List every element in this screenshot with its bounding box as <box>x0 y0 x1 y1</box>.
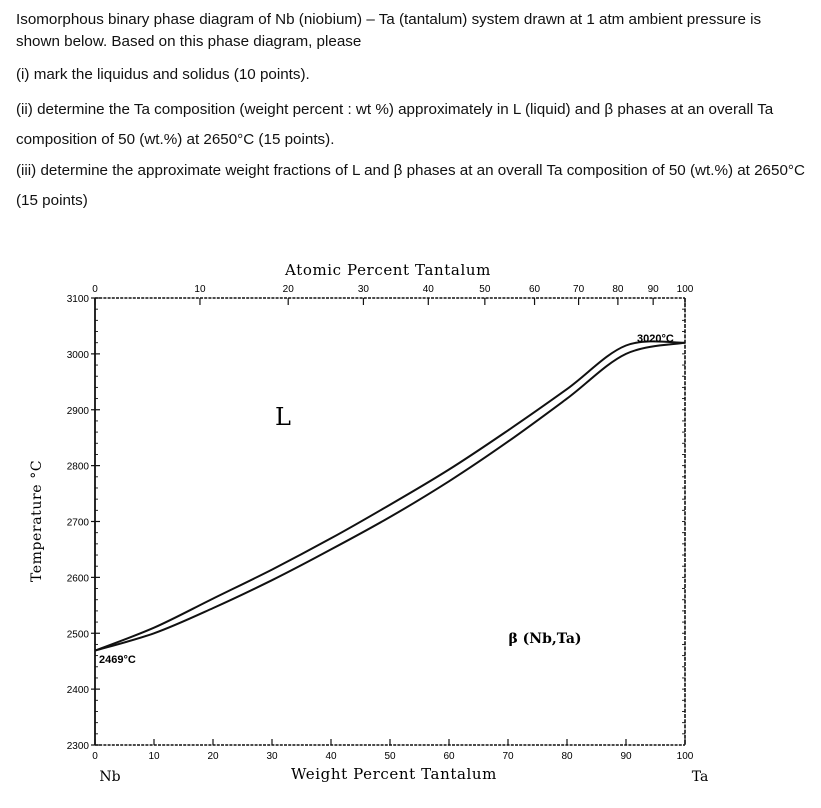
question-intro: Isomorphous binary phase diagram of Nb (niobium) – Ta (tantalum) system drawn at 1 atm ambient pressure is shown below. Based on this phase diagram, please <box>16 11 762 50</box>
axis-labels <box>29 261 708 785</box>
region-label-liquid: L <box>275 403 291 431</box>
annotation-ta-melting-point: 3020°C <box>637 333 674 345</box>
top-tick-label: 20 <box>282 284 294 295</box>
x-tick-label: 0 <box>92 751 98 762</box>
x-axis-title: Weight Percent Tantalum <box>290 765 498 783</box>
phase-boundaries <box>95 341 685 650</box>
top-tick-label: 80 <box>612 284 624 295</box>
region-label-beta: β (Nb,Ta) <box>508 631 582 647</box>
x-tick-label: 50 <box>384 751 396 762</box>
y-tick-label: 2800 <box>66 461 89 473</box>
y-tick-label: 2400 <box>66 685 89 697</box>
y-tick-label: 2700 <box>66 517 89 529</box>
top-tick-label: 70 <box>573 284 585 295</box>
x-tick-label: 40 <box>325 751 337 762</box>
top-tick-label: 90 <box>647 284 659 295</box>
y-tick-label: 2300 <box>66 741 89 752</box>
top-tick-label: 30 <box>357 284 369 295</box>
x-tick-label: 20 <box>207 751 219 762</box>
top-tick-label: 60 <box>528 284 541 295</box>
x-tick-label: 70 <box>502 751 514 762</box>
top-axis-title: Atomic Percent Tantalum <box>285 261 491 279</box>
y-tick-label: 2500 <box>66 629 89 641</box>
question-part-2: (ii) determine the Ta composition (weight percent : wt %) approximately in L (liquid) and β phases at an overall Ta composition of 50 (wt.%) at 2650°C (15 points). <box>16 101 774 148</box>
annotation-nb-melting-point: 2469°C <box>99 654 136 666</box>
liquidus-curve <box>95 341 685 650</box>
top-tick-label: 10 <box>194 284 206 295</box>
x-tick-label: 10 <box>148 751 160 762</box>
x-tick-label: 60 <box>443 751 455 762</box>
top-tick-label: 50 <box>479 284 491 295</box>
y-tick-label: 3000 <box>66 349 89 361</box>
x-tick-label: 80 <box>561 751 573 762</box>
top-tick-label: 40 <box>422 284 434 295</box>
y-tick-label: 2900 <box>66 405 89 417</box>
x-tick-label: 100 <box>676 751 694 762</box>
x-tick-label: 90 <box>620 751 632 762</box>
end-label-nb: Nb <box>99 769 121 785</box>
y-axis-title: Temperature °C <box>29 459 45 583</box>
question-part-1: (i) mark the liquidus and solidus (10 points). <box>16 66 310 83</box>
solidus-curve <box>95 343 685 651</box>
end-label-ta: Ta <box>691 769 709 785</box>
y-tick-label: 2600 <box>66 573 89 585</box>
top-tick-label: 100 <box>676 284 694 295</box>
top-tick-label: 0 <box>92 284 98 295</box>
question-part-3: (iii) determine the approximate weight fractions of L and β phases at an overall Ta composition of 50 (wt.%) at 2650°C (15 points) <box>16 162 805 209</box>
y-tick-label: 3100 <box>66 294 89 305</box>
x-tick-label: 30 <box>266 751 278 762</box>
